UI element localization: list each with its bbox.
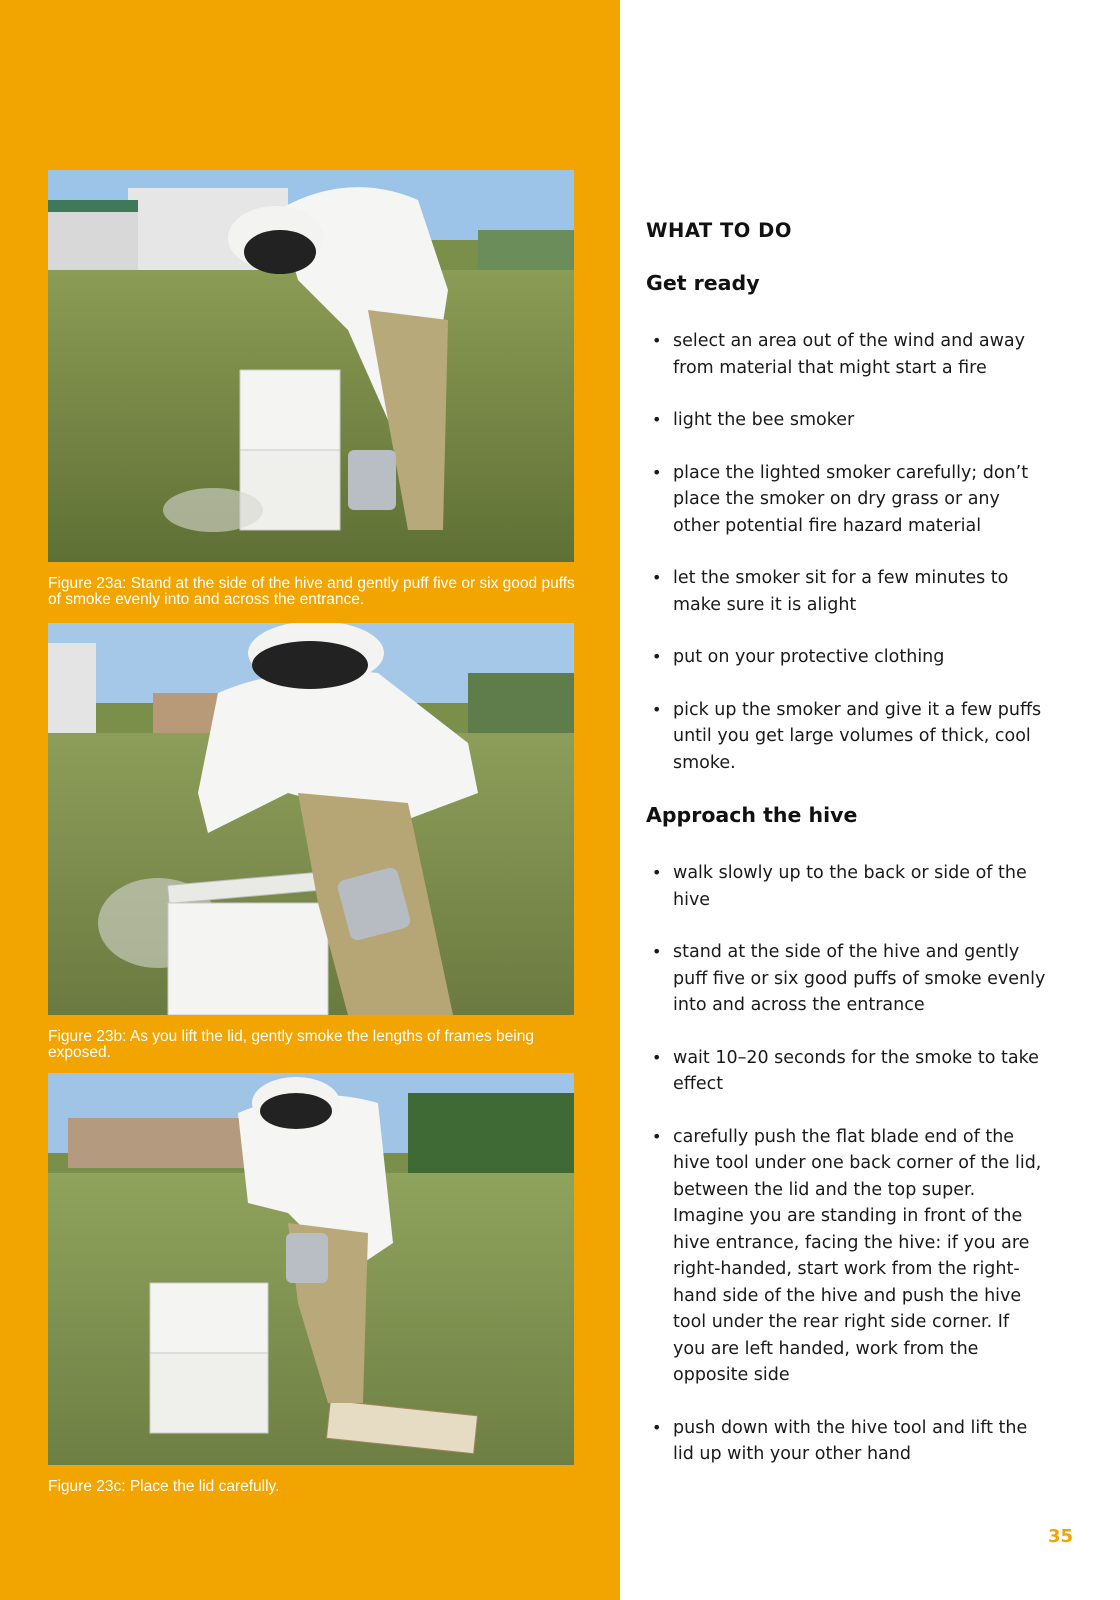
- list-item: • pick up the smoker and give it a few puffs until you get large volumes of thick, cool smoke.: [646, 697, 1046, 777]
- list-item: • put on your protective clothing: [646, 644, 1046, 671]
- what-to-do-heading: WHAT TO DO: [646, 219, 792, 242]
- list-item: • select an area out of the wind and away from material that might start a fire: [646, 328, 1046, 381]
- list-item: • push down with the hive tool and lift the lid up with your other hand: [646, 1415, 1046, 1468]
- figure-caption-23c: Figure 23c: Place the lid carefully.: [48, 1478, 280, 1495]
- list-item: • let the smoker sit for a few minutes to make sure it is alight: [646, 565, 1046, 618]
- list-item: • wait 10–20 seconds for the smoke to take effect: [646, 1045, 1046, 1098]
- figure-23a-photo: [48, 170, 574, 562]
- figure-23b-photo: [48, 623, 574, 1015]
- get-ready-list: [646, 328, 1046, 776]
- list-item: • light the bee smoker: [646, 407, 1046, 434]
- section-title-approach-the-hive: Approach the hive: [646, 803, 858, 827]
- list-item: • carefully push the flat blade end of the hive tool under one back corner of the lid, between the lid and the top super. Imagine you are standing in front of the hive entrance, facing the hive: if you are right-handed, start work from the right-hand side of the hive and push the hive tool under the rear right side corner. If you are left handed, work from the opposite side: [646, 1124, 1046, 1389]
- list-item: • place the lighted smoker carefully; don’t place the smoker on dry grass or any other potential fire hazard material: [646, 460, 1046, 540]
- approach-hive-list: [646, 860, 1046, 1468]
- figure-23c-photo: [48, 1073, 574, 1465]
- figure-caption-23b: Figure 23b: As you lift the lid, gently smoke the lengths of frames being exposed.: [48, 1028, 534, 1061]
- list-item: • walk slowly up to the back or side of the hive: [646, 860, 1046, 913]
- section-title-get-ready: Get ready: [646, 271, 760, 295]
- page-number: 35: [1048, 1526, 1074, 1547]
- list-item: • stand at the side of the hive and gently puff five or six good puffs of smoke evenly into and across the entrance: [646, 939, 1046, 1019]
- figure-caption-23a: Figure 23a: Stand at the side of the hive and gently puff five or six good puffs of smoke evenly into and across the entrance.: [48, 575, 575, 608]
